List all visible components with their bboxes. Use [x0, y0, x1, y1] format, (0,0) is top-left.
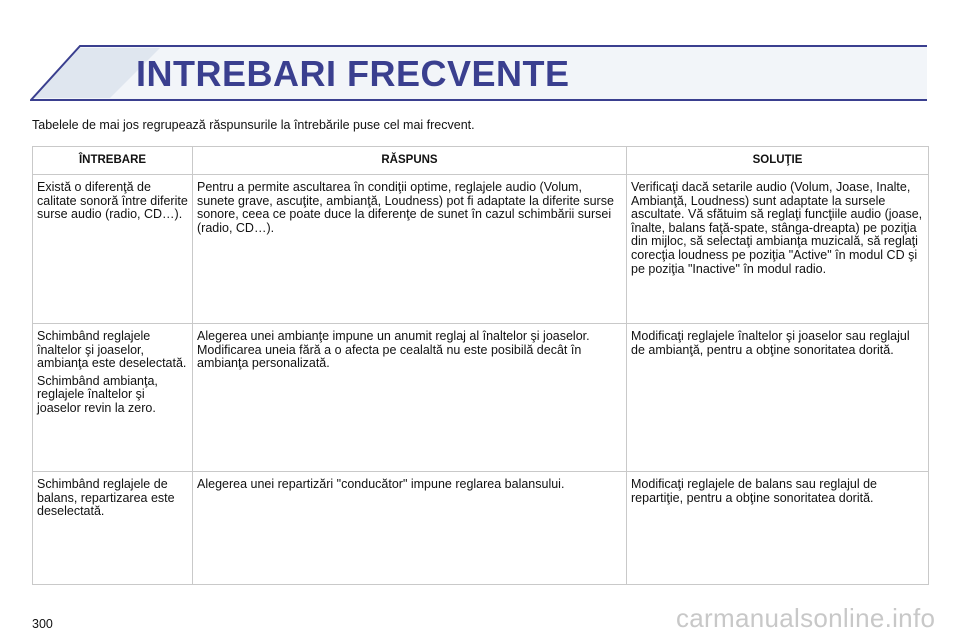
question-cell	[33, 175, 193, 324]
header-question: ÎNTREBARE	[33, 147, 193, 175]
question-cell	[33, 324, 193, 472]
table-row	[33, 324, 929, 472]
question-text: Schimbând reglajele de balans, repartizarea este deselectată.	[37, 477, 175, 519]
solution-cell: Verificaţi dacă setarile audio (Volum, Joase, Inalte, Ambianţă, Loudness) sunt adaptate la sursele ascultate. Vă sfătuim să reglaţi funcţiile audio (joase, înalte, balans faţă-spate, stânga-dreapta) pe poziţia din mijloc, să selectaţi ambianţa muzicală, să reglaţi corecţia loudness pe poziţia "Active" în modul CD şi pe poziţia "Inactive" în modul radio.	[627, 175, 929, 324]
answer-cell: Alegerea unei repartizări "conducător" impune reglarea balansului.	[193, 472, 627, 585]
header-answer: RĂSPUNS	[193, 147, 627, 175]
page-title: INTREBARI FRECVENTE	[136, 53, 570, 94]
question-text: Schimbând reglajele înaltelor şi joaselor, ambianţa este deselectată.	[37, 329, 187, 371]
faq-table	[32, 146, 929, 585]
header-solution: SOLUŢIE	[627, 147, 929, 175]
solution-cell: Modificaţi reglajele de balans sau reglajul de repartiţie, pentru a obţine sonoritatea dorită.	[627, 472, 929, 585]
table-row	[33, 472, 929, 585]
table-header-row	[33, 147, 929, 175]
question-text: Există o diferenţă de calitate sonoră între diferite surse audio (radio, CD…).	[37, 180, 188, 222]
question-text: Schimbând ambianţa, reglajele înaltelor şi joaselor revin la zero.	[37, 373, 158, 415]
page-number: 300	[32, 617, 53, 631]
intro-text: Tabelele de mai jos regrupează răspunsurile la întrebările puse cel mai frecvent.	[32, 118, 475, 132]
watermark: carmanualsonline.info	[676, 603, 936, 633]
question-cell	[33, 472, 193, 585]
solution-cell: Modificaţi reglajele înaltelor şi joaselor sau reglajul de ambianţă, pentru a obţine sonoritatea dorită.	[627, 324, 929, 472]
answer-cell: Pentru a permite ascultarea în condiţii optime, reglajele audio (Volum, sunete grave, ascuţite, ambianţă, Loudness) pot fi adaptate la diferite surse sonore, ceea ce poate duce la diferenţe de sunet în cazul schimbării sursei (radio, CD…).	[193, 175, 627, 324]
answer-cell: Alegerea unei ambianţe impune un anumit reglaj al înaltelor şi joaselor. Modificarea uneia fără a o afecta pe cealaltă nu este posibilă decât în ambianţa personalizată.	[193, 324, 627, 472]
table-row	[33, 175, 929, 324]
